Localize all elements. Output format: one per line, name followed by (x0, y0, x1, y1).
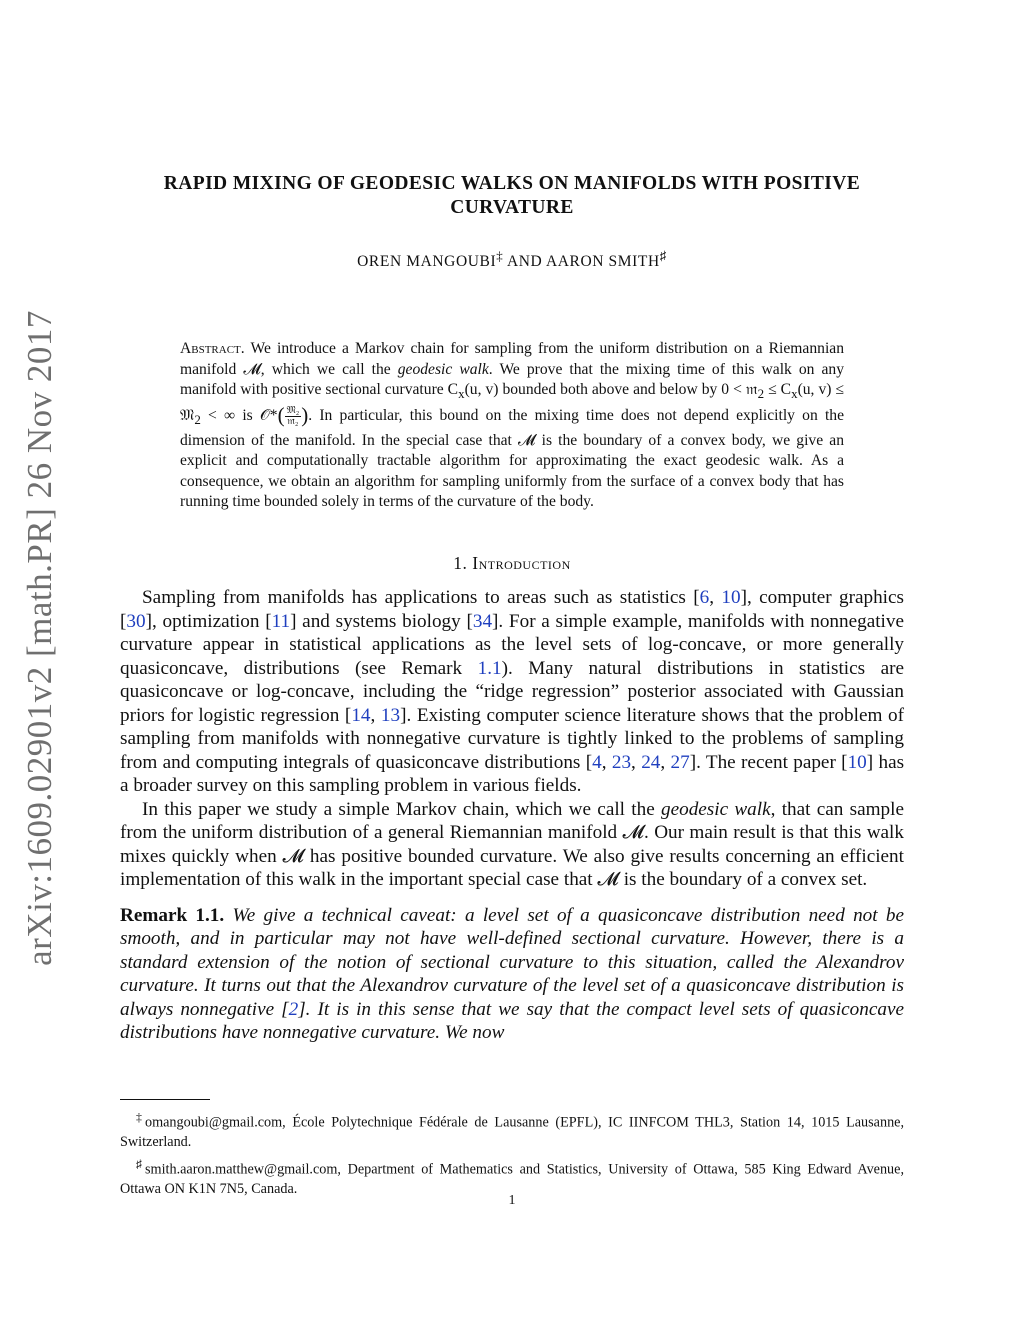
citation-30[interactable]: 30 (126, 610, 146, 632)
abstract-text-7: . In particular, this bound on the mixing time does not depend explicitly on the dimension of the manifold. In the special case that 𝓜 is the boundary of a convex body, we give an explicit and computationally tractable algorithm for approximating the exact geodesic walk. As a consequence, we obtain an algorithm for sampling uniformly from the surface of a convex body that has running time bounded solely in terms of the curvature of the body. (180, 406, 845, 511)
abstract-label: Abstract. (180, 340, 245, 357)
para1-text: , (631, 751, 642, 773)
abstract-sub-1: x (458, 386, 465, 402)
para1-text: ). Many natural distributions in statistics are quasiconcave or log-concave, including the “ridge regression” posterior associated with Gaussian priors for logistic regression [ (120, 657, 904, 726)
abstract-text-3: (u, v) bounded both above and below by 0 < 𝔪 (464, 381, 758, 399)
author-1-mark: ‡ (496, 248, 504, 263)
remark-text: ]. It is in this sense that we say that the compact level sets of quasiconcave distributions have nonnegative curvature. We now (120, 998, 904, 1043)
section-title: Introduction (472, 553, 571, 573)
abstract (180, 339, 844, 513)
footnote-rule (120, 1099, 210, 1100)
author-2: AARON SMITH (545, 253, 660, 271)
para1-text: , (660, 751, 671, 773)
citation-23[interactable]: 23 (611, 751, 632, 773)
citation-14[interactable]: 14 (351, 704, 371, 726)
abstract-text-4: ≤ C (764, 381, 792, 399)
citation-4[interactable]: 4 (592, 751, 602, 773)
abstract-sub-4: 2 (194, 412, 201, 427)
author-2-mark: ♯ (659, 248, 667, 263)
right-paren: ) (301, 402, 309, 427)
para1-text: ]. Existing computer science literature shows that the problem of sampling from manifolds with nonnegative curvature is tightly linked to the problems of sampling from and computing integrals of quasiconcave distributions [ (120, 704, 904, 773)
para1-text: , (601, 751, 612, 773)
term-geodesic-walk: geodesic walk (660, 798, 771, 820)
ratio-denominator: 𝔪₂ (287, 415, 299, 427)
para1-text: Sampling from manifolds has applications to areas such as statistics [ (142, 587, 700, 608)
abstract-text-2: . We prove that the mixing time of this walk on any manifold with positive sectional curvature C (180, 360, 845, 399)
citation-13[interactable]: 13 (380, 704, 401, 726)
citation-10[interactable]: 10 (847, 751, 867, 773)
abstract-text-6: < ∞ is 𝒪* (200, 406, 278, 424)
paper-title: RAPID MIXING OF GEODESIC WALKS ON MANIFOLDS WITH POSITIVE CURVATURE (163, 173, 861, 218)
para1-text: ] has a broader survey on this sampling problem in various fields. (120, 751, 905, 796)
remark-label: Remark 1.1. (120, 904, 225, 926)
curvature-ratio (285, 406, 302, 427)
left-paren: ( (277, 402, 285, 427)
arxiv-identifier: arXiv:1609.02901v2 [math.PR] 26 Nov 2017 (20, 310, 59, 966)
footnote-1 (120, 1108, 904, 1153)
abstract-sub-2: 2 (757, 386, 765, 402)
para1-text: , (709, 587, 722, 608)
para2-text: In this paper we study a simple Markov chain, which we call the (142, 798, 661, 820)
abstract-sub-3: x (791, 386, 798, 402)
citation-24[interactable]: 24 (641, 751, 661, 773)
citation-10[interactable]: 10 (721, 587, 741, 608)
remark-reference[interactable]: 1.1 (477, 657, 502, 679)
arxiv-stamp (18, 310, 62, 966)
footnote-1-mark: ‡ (136, 1110, 145, 1124)
author-line (120, 248, 904, 271)
para1-text: , (370, 704, 381, 726)
para1-text: ], computer graphics [ (120, 587, 904, 632)
abstract-text-1: We introduce a Markov chain for sampling from the uniform distribution on a Riemannian manifold 𝓜, which we call the (180, 340, 844, 378)
citation-6[interactable]: 6 (699, 587, 710, 608)
para1-text: ]. The recent paper [ (689, 751, 848, 773)
para1-text: ], optimization [ (145, 610, 272, 632)
citation-27[interactable]: 27 (670, 751, 690, 773)
paragraph-1 (120, 586, 904, 798)
para1-text: ]. For a simple example, manifolds with nonnegative curvature appear in statistical applications as the level sets of log-concave, or more generally quasiconcave, distributions (see Remark (120, 610, 904, 679)
footnote-1-text: omangoubi@gmail.com, École Polytechnique Fédérale de Lausanne (EPFL), IC IINFCOM THL3, Station 14, 1015 Lausanne, Switzerland. (120, 1114, 905, 1151)
footnotes (120, 1108, 904, 1201)
page-number: 1 (508, 1193, 516, 1208)
ratio-numerator: 𝔐₂ (286, 404, 300, 416)
citation-11[interactable]: 11 (271, 610, 291, 632)
footnote-2-text: smith.aaron.matthew@gmail.com, Department of Mathematics and Statistics, University of Ottawa, 585 King Edward Avenue, Ottawa ON K1N 7N5, Canada. (120, 1161, 904, 1197)
author-1: OREN MANGOUBI (357, 253, 497, 271)
body-text (120, 586, 904, 1045)
section-heading (120, 553, 904, 574)
para1-text: ] and systems biology [ (290, 610, 473, 632)
citation-34[interactable]: 34 (472, 610, 493, 632)
author-conjunction: AND (503, 253, 546, 271)
remark-text: We give a technical caveat: a level set of a quasiconcave distribution need not be smooth, and in particular may not have well-defined sectional curvature. However, there is a standard extension of the notion of sectional curvature to this situation, called the Alexandrov curvature. It turns out that the Alexandrov curvature of the level set of a quasiconcave distribution is always nonnegative [ (120, 904, 904, 1020)
section-number: 1. (453, 553, 468, 573)
citation-2[interactable]: 2 (288, 998, 299, 1020)
footnote-2-mark: ♯ (136, 1156, 146, 1171)
para2-text: , that can sample from the uniform distribution of a general Riemannian manifold 𝓜. Our main result is that this walk mixes quickly when 𝓜 has positive bounded curvature. We also give results concerning an efficient implementation of this walk in the important special case that 𝓜 is the boundary of a convex set. (120, 798, 904, 890)
paragraph-2 (120, 798, 904, 892)
remark-1-1 (120, 904, 904, 1045)
abstract-text-5: (u, v) ≤ 𝔐 (180, 381, 844, 424)
abstract-term: geodesic walk (397, 360, 489, 378)
